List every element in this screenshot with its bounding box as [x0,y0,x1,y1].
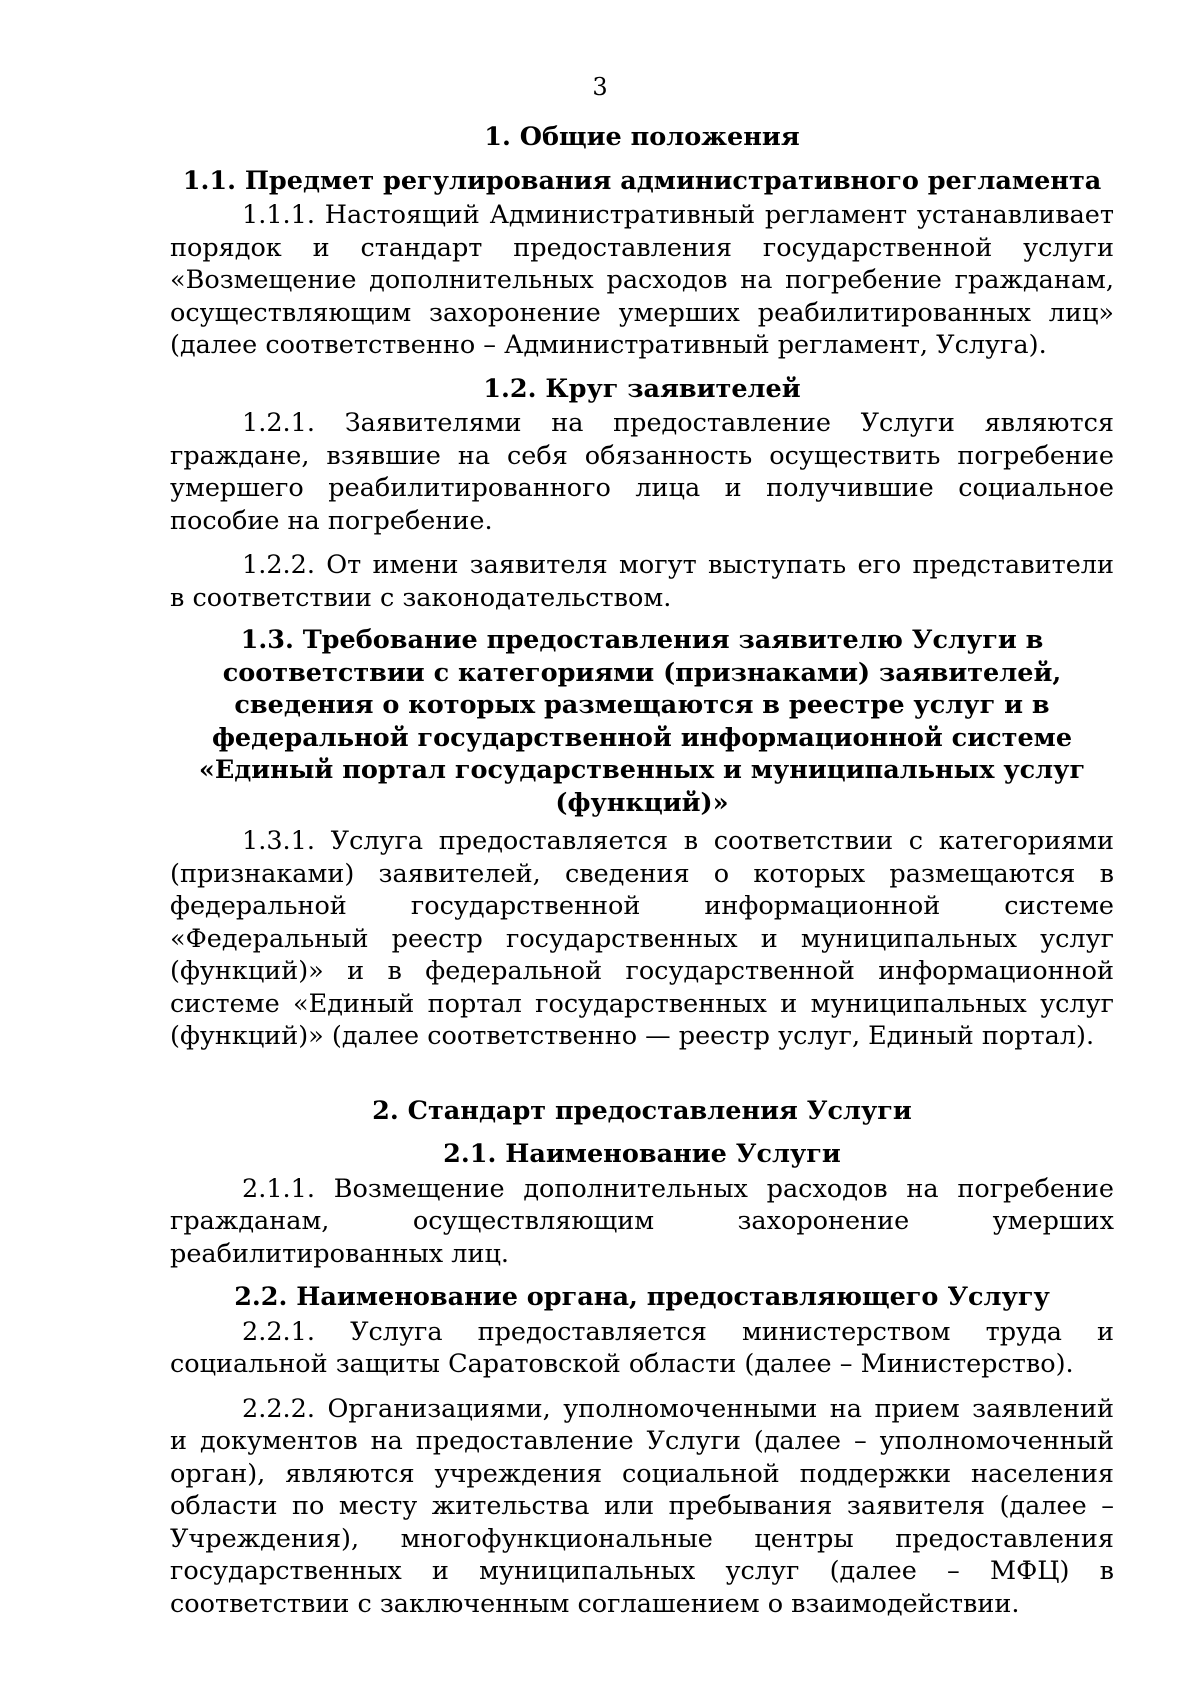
paragraph-1-2-2: 1.2.2. От имени заявителя могут выступать его представители в соответствии с законодательством. [170,550,1114,613]
subsection-1-2-heading: 1.2. Круг заявителей [483,373,801,404]
paragraph-1-2-1: 1.2.1. Заявителями на предоставление Услуги являются граждане, взявшие на себя обязанность осуществить погребение умершего реабилитированного лица и получившие социальное пособие на погребение. [170,408,1114,536]
section-1-heading: 1. Общие положения [484,122,800,152]
document-body [170,121,1114,1620]
paragraph-2-1-1: 2.1.1. Возмещение дополнительных расходов на погребение гражданам, осуществляющим захоронение умерших реабилитированных лиц. [170,1173,1114,1269]
paragraph-1-3-1: 1.3.1. Услуга предоставляется в соответствии с категориями (признаками) заявителей, сведения о которых размещаются в федеральной государственной информационной системе «Федеральный реестр государственных и муниципальных услуг (функций)» и в федеральной государственной информационной системе «Единый портал государственных и муниципальных услуг (функций)» (далее соответственно — реестр услуг, Единый портал). [170,826,1114,1051]
subsection-1-3-heading: 1.3. Требование предоставления заявителю Услуги в соответствии с категориями (признаками) заявителей, сведения о которых размещаются в реестре услуг и в федеральной государственной информационной системе «Единый портал государственных и муниципальных услуг (функций)» [198,625,1086,818]
paragraph-2-2-2: 2.2.2. Организациями, уполномоченными на прием заявлений и документов на предоставление Услуги (далее – уполномоченный орган), являются учреждения социальной поддержки населения области по месту жительства или пребывания заявителя (далее – Учреждения), многофункциональные центры предоставления государственных и муниципальных услуг (далее – МФЦ) в соответствии с заключенным соглашением о взаимодействии. [170,1393,1114,1619]
section-2-heading: 2. Стандарт предоставления Услуги [372,1095,912,1126]
subsection-2-2-heading: 2.2. Наименование органа, предоставляющего Услугу [234,1282,1050,1312]
subsection-2-1-heading: 2.1. Наименование Услуги [443,1139,841,1169]
subsection-1-1-heading: 1.1. Предмет регулирования административного регламента [182,165,1102,196]
paragraph-1-1-1: 1.1.1. Настоящий Административный регламент устанавливает порядок и стандарт предоставления государственной услуги «Возмещение дополнительных расходов на погребение гражданам, осуществляющим захоронение умерших реабилитированных лиц» (далее соответственно – Административный регламент, Услуга). [170,200,1114,360]
page-number: 3 [592,73,608,101]
paragraph-2-2-1: 2.2.1. Услуга предоставляется министерством труда и социальной защиты Саратовской области (далее – Министерство). [170,1316,1114,1379]
